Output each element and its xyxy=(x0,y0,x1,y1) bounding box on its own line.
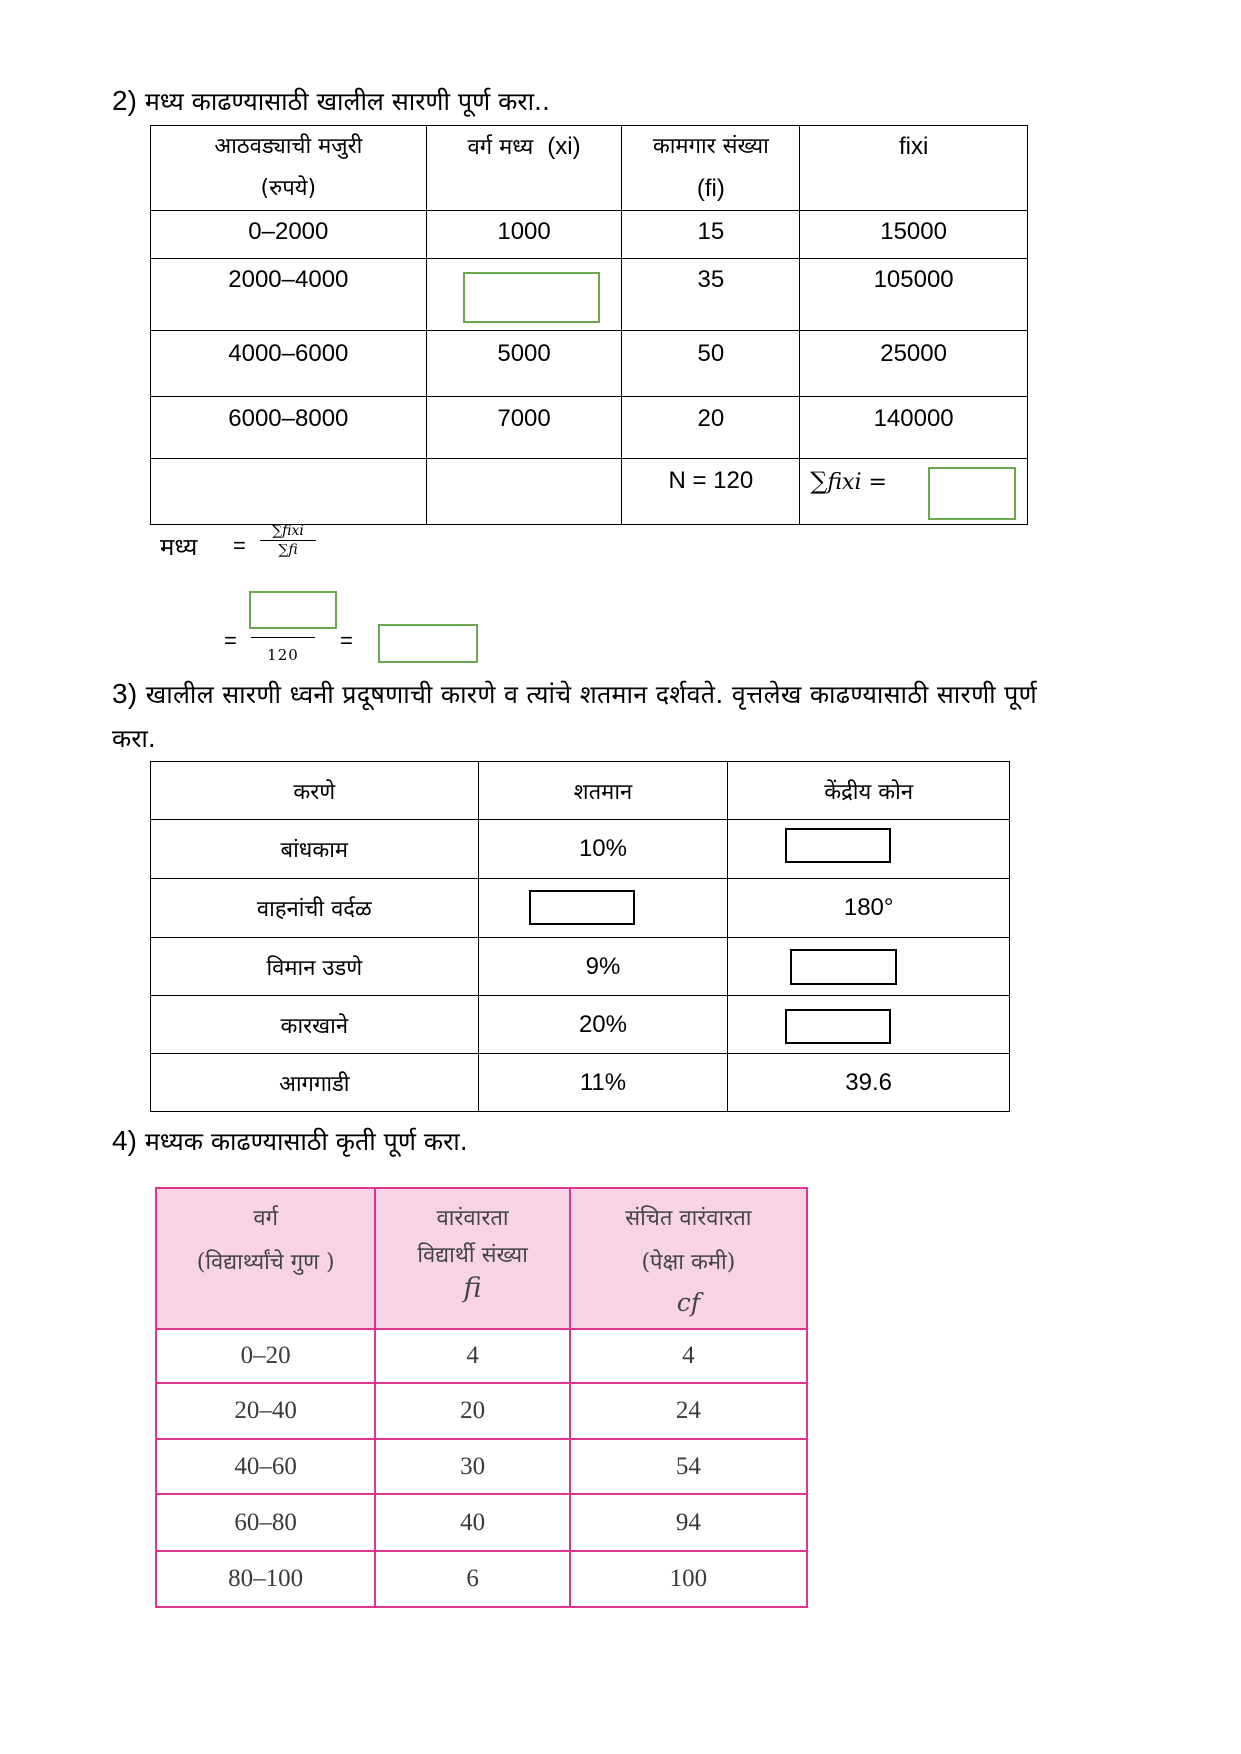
cell-fx: 140000 xyxy=(800,397,1028,459)
table-row xyxy=(156,1439,807,1494)
table-row xyxy=(156,1551,807,1607)
cell-frequency: 4 xyxy=(375,1329,569,1383)
header-class-mark xyxy=(426,126,622,211)
cell-percent: 20% xyxy=(478,996,728,1054)
header-frequency xyxy=(375,1188,569,1329)
cell-range: 6000–8000 xyxy=(151,397,427,459)
q4-title: मध्यक काढण्यासाठी कृती पूर्ण करा. xyxy=(144,1127,468,1156)
cell-f: 35 xyxy=(622,259,800,331)
cell-mid: 5000 xyxy=(426,331,622,397)
q3-heading xyxy=(112,677,1037,711)
cell-percent: 9% xyxy=(478,938,728,996)
q3-number: 3) xyxy=(112,678,138,709)
answer-box-sum-fixi[interactable] xyxy=(928,467,1016,520)
header-fi: (fi) xyxy=(696,175,725,202)
fraction-numerator: ∑fixi xyxy=(260,523,316,541)
q3-title-line1: खालील सारणी ध्वनी प्रदूषणाची कारणे व त्यांचे शतमान दर्शवते. वृत्तलेख काढण्यासाठी सारणी पूर्ण xyxy=(145,680,1038,709)
header-workers-label: कामगार संख्या xyxy=(652,134,769,159)
cell-mid: 7000 xyxy=(426,397,622,459)
cell-class: 20–40 xyxy=(156,1383,375,1439)
answer-box-percent-vehicles[interactable] xyxy=(529,890,635,925)
fraction-bar xyxy=(251,637,315,638)
cell-class: 40–60 xyxy=(156,1439,375,1494)
header-class-mark-label: वर्ग मध्य xyxy=(467,135,534,160)
answer-box-class-mark[interactable] xyxy=(463,272,600,323)
table-row xyxy=(156,1329,807,1383)
cell-cf: 94 xyxy=(570,1494,807,1551)
header-xi: (xi) xyxy=(547,133,581,160)
header-cumulative-label: संचित वारंवारता xyxy=(625,1206,752,1231)
cell-frequency: 40 xyxy=(375,1494,569,1551)
cell-fx: 25000 xyxy=(800,331,1028,397)
cell-class: 0–20 xyxy=(156,1329,375,1383)
header-wage-label: आठवड्याची मजुरी xyxy=(214,134,363,159)
cell-cause: बांधकाम xyxy=(151,820,479,879)
cell-class: 60–80 xyxy=(156,1494,375,1551)
q2-heading xyxy=(112,84,550,118)
mean-label: मध्य xyxy=(160,533,198,561)
q4-heading xyxy=(112,1124,468,1158)
cell-cf: 54 xyxy=(570,1439,807,1494)
median-table xyxy=(155,1187,808,1608)
cell-cf: 100 xyxy=(570,1551,807,1607)
cell-range: 0–2000 xyxy=(151,211,427,259)
table-row xyxy=(151,211,1028,259)
header-class xyxy=(156,1188,375,1329)
header-workers xyxy=(622,126,800,211)
answer-box-angle-factories[interactable] xyxy=(785,1009,891,1044)
fraction-denominator: ∑fi xyxy=(278,542,298,558)
cell-frequency: 20 xyxy=(375,1383,569,1439)
table-total-row xyxy=(151,459,1028,525)
header-fi: fi xyxy=(463,1273,482,1304)
cell-angle: 39.6 xyxy=(728,1054,1010,1112)
median-table-header xyxy=(156,1188,807,1329)
cell-f: 15 xyxy=(622,211,800,259)
table-row xyxy=(151,397,1028,459)
pie-table-header xyxy=(151,762,1010,820)
cell-percent: 11% xyxy=(478,1054,728,1112)
pie-table xyxy=(150,761,1010,1112)
header-class-label: वर्ग xyxy=(253,1206,278,1231)
cell-fx: 15000 xyxy=(800,211,1028,259)
cell-angle: 180° xyxy=(728,879,1010,938)
cell-empty xyxy=(426,459,622,525)
equals-sign: = xyxy=(224,628,237,653)
header-wage-unit: (रुपये) xyxy=(260,176,317,201)
header-cf: cf xyxy=(676,1288,701,1317)
table-row xyxy=(151,331,1028,397)
header-students: विद्यार्थी संख्या xyxy=(417,1243,528,1268)
header-central-angle: केंद्रीय कोन xyxy=(728,762,1010,820)
cell-cause: कारखाने xyxy=(151,996,479,1054)
cell-f: 20 xyxy=(622,397,800,459)
q4-number: 4) xyxy=(112,1125,137,1156)
header-cause: करणे xyxy=(151,762,479,820)
header-percent: शतमान xyxy=(478,762,728,820)
cell-frequency: 6 xyxy=(375,1551,569,1607)
cell-range: 4000–6000 xyxy=(151,331,427,397)
answer-box-mean[interactable] xyxy=(378,624,478,663)
mean-fraction xyxy=(260,523,316,558)
header-cumulative xyxy=(570,1188,807,1329)
cell-empty xyxy=(151,459,427,525)
header-weekly-wage xyxy=(151,126,427,211)
cell-percent: 10% xyxy=(478,820,728,879)
cell-class: 80–100 xyxy=(156,1551,375,1607)
equals-sign: = xyxy=(340,628,353,653)
cell-fx: 105000 xyxy=(800,259,1028,331)
table-row xyxy=(156,1383,807,1439)
cell-f: 50 xyxy=(622,331,800,397)
sum-fixi-label: fixi = xyxy=(827,470,887,495)
q2-title: मध्य काढण्यासाठी खालील सारणी पूर्ण करा.. xyxy=(144,87,550,116)
denominator-120: 120 xyxy=(267,646,299,664)
table-row xyxy=(151,1054,1010,1112)
q3-title-line2: करा. xyxy=(112,724,156,753)
equals-sign: = xyxy=(233,533,246,558)
cell-cf: 24 xyxy=(570,1383,807,1439)
header-less-than: (पेक्षा कमी) xyxy=(641,1250,736,1275)
answer-box-numerator[interactable] xyxy=(249,591,337,629)
table-row xyxy=(156,1494,807,1551)
header-frequency-label: वारंवारता xyxy=(436,1206,509,1231)
header-fixi: fixi xyxy=(800,126,1028,211)
cell-cf: 4 xyxy=(570,1329,807,1383)
sigma-symbol: ∑ xyxy=(810,467,828,495)
mean-table-header xyxy=(151,126,1028,211)
answer-box-angle-construction[interactable] xyxy=(785,828,891,863)
mean-table xyxy=(150,125,1028,525)
total-n: N = 120 xyxy=(622,459,800,525)
cell-range: 2000–4000 xyxy=(151,259,427,331)
q2-number: 2) xyxy=(112,85,137,116)
cell-cause: विमान उडणे xyxy=(151,938,479,996)
header-class-sub: (विद्यार्थ्यांचे गुण ) xyxy=(196,1250,335,1275)
cell-cause: आगगाडी xyxy=(151,1054,479,1112)
cell-mid: 1000 xyxy=(426,211,622,259)
cell-cause: वाहनांची वर्दळ xyxy=(151,879,479,938)
cell-frequency: 30 xyxy=(375,1439,569,1494)
answer-box-angle-airplanes[interactable] xyxy=(790,949,897,985)
